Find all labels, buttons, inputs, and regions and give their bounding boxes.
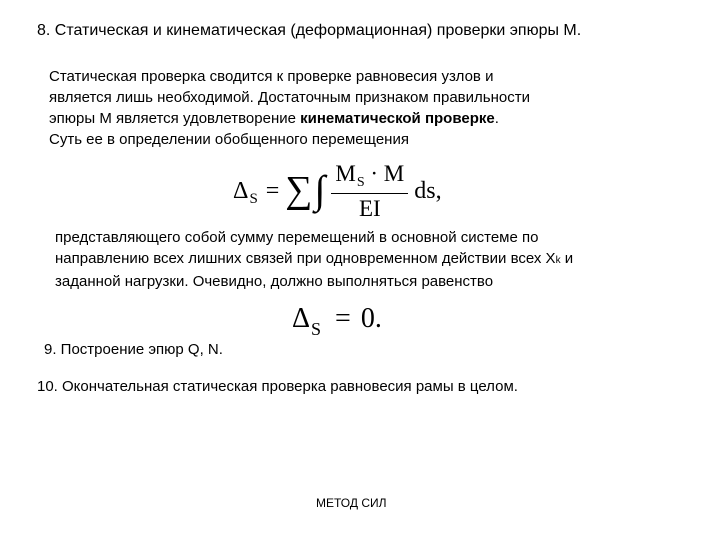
zero-value: 0. [360, 303, 382, 334]
subscript: S [356, 174, 365, 190]
subscript: S [311, 319, 322, 339]
fraction-denominator: EI [358, 195, 381, 221]
fraction-numerator [331, 161, 408, 194]
list-item-10: 10. Окончательная статическая проверка равновесия рамы в целом. [37, 378, 518, 395]
paragraph-line: Суть ее в определении обобщенного перемещения [49, 131, 409, 148]
paragraph-text: и [560, 250, 574, 267]
equals-sign: = [265, 177, 280, 204]
equals-sign: = [335, 303, 351, 334]
differential: ds, [414, 177, 442, 204]
fraction [331, 161, 408, 222]
paragraph-line: заданной нагрузки. Очевидно, должно выполняться равенство [55, 273, 494, 290]
equality-formula [292, 303, 382, 339]
integral-symbol: ∫ [314, 167, 326, 212]
list-item-9: 9. Построение эпюр Q, N. [44, 341, 223, 358]
subscript: S [249, 190, 258, 207]
paragraph-static-check [49, 66, 530, 150]
paragraph-line: представляющего собой сумму перемещений в основной системе по [55, 229, 539, 246]
section-heading: 8. Статическая и кинематическая (деформационная) проверки эпюры М. [37, 22, 582, 39]
paragraph-text: . [494, 110, 499, 127]
sum-symbol: ∑ [285, 169, 313, 211]
bold-term: кинематической проверке [300, 110, 495, 127]
numerator-rest: · M [364, 160, 405, 186]
paragraph-line: Статическая проверка сводится к проверке равновесия узлов и [49, 68, 494, 85]
paragraph-text: эпюры М является удовлетворение [49, 110, 301, 127]
paragraph-explanation [55, 227, 573, 292]
displacement-formula [233, 160, 442, 222]
paragraph-line: является лишь необходимой. Достаточным признаком правильности [49, 89, 530, 106]
delta-symbol: Δ [233, 177, 249, 204]
numerator-m: M [335, 160, 356, 186]
paragraph-line [49, 108, 530, 129]
paragraph-text: направлению всех лишних связей при одновременном действии всех X [55, 250, 556, 267]
delta-symbol: Δ [292, 303, 311, 334]
paragraph-line [55, 248, 573, 271]
subscript: k [555, 255, 561, 266]
slide-footer: МЕТОД СИЛ [316, 496, 387, 510]
